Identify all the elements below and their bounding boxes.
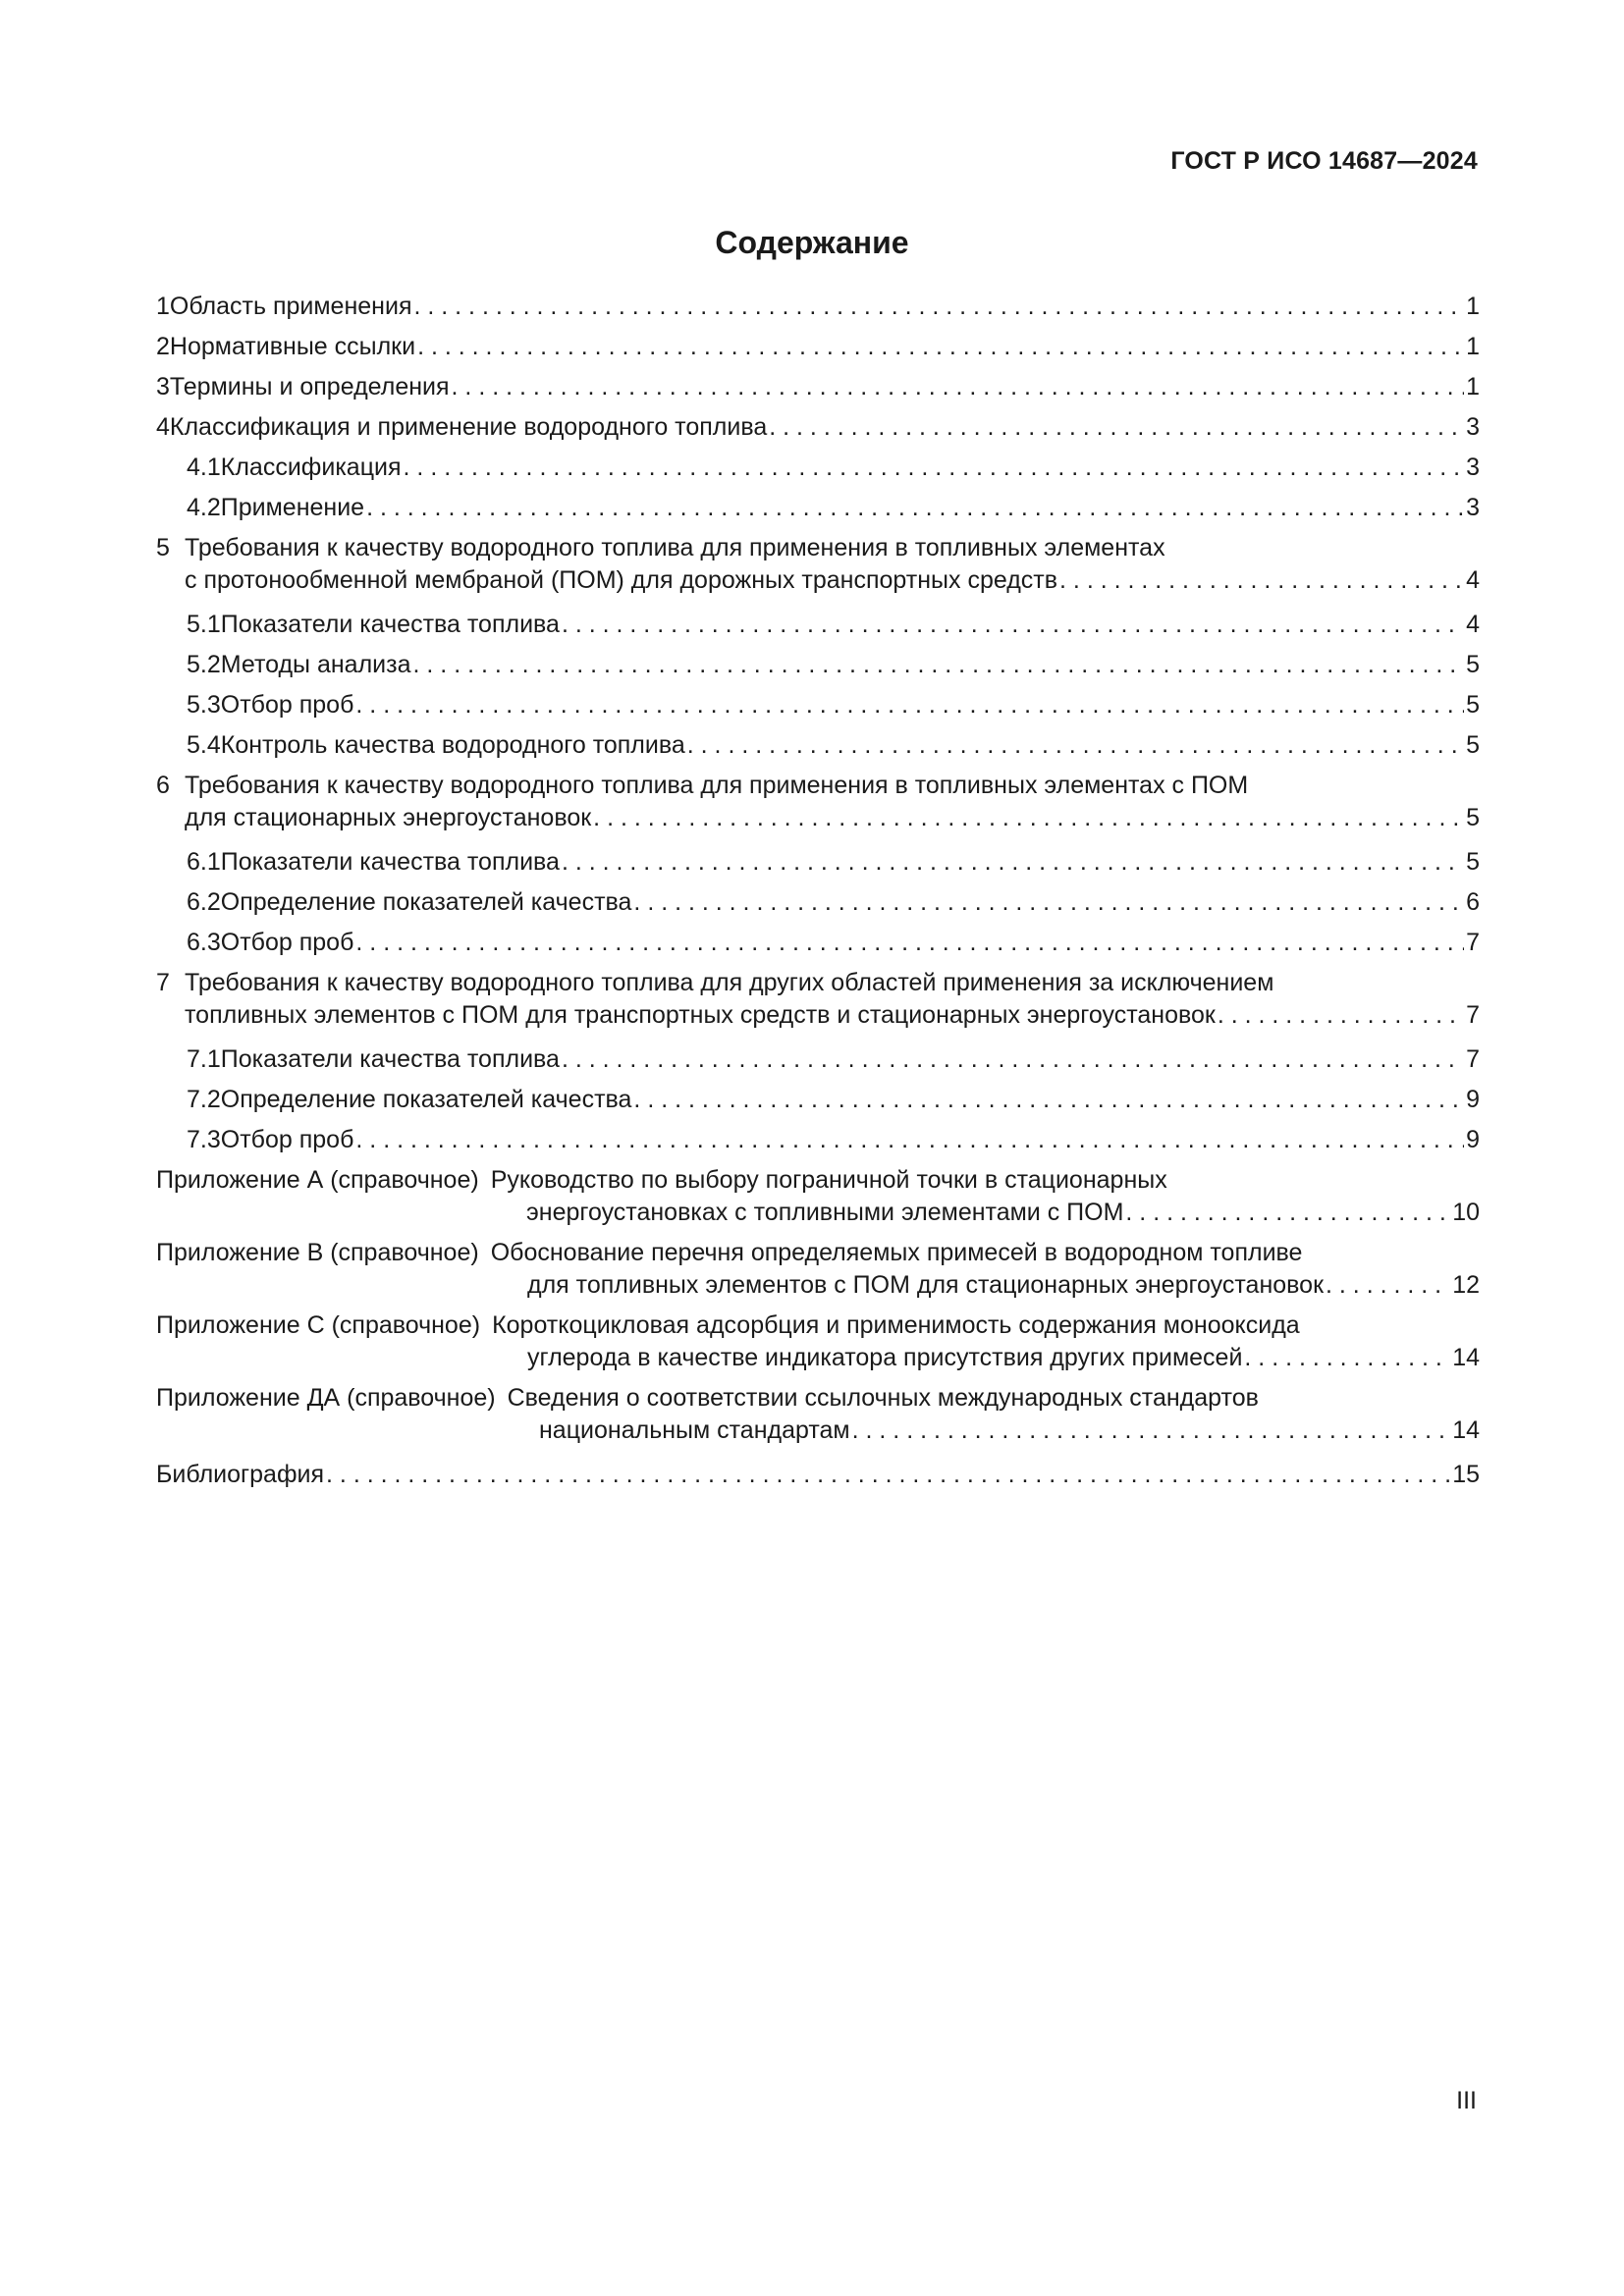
toc-page-number: 7: [1466, 1045, 1480, 1073]
toc-entry-number: 1: [156, 293, 170, 320]
toc-page-number: 12: [1452, 1271, 1480, 1299]
dot-leader: [1326, 1269, 1450, 1302]
toc-entry-number: 7.1: [187, 1045, 221, 1073]
dot-leader: [404, 448, 1465, 488]
toc-entry-title: топливных элементов с ПОМ для транспортных средств и стационарных энергоустановок: [185, 1001, 1216, 1029]
toc-entry-title: Отбор проб: [220, 929, 354, 956]
toc-page-number: 4: [1466, 611, 1480, 638]
dot-leader: [413, 645, 1465, 685]
dot-leader: [769, 407, 1464, 448]
toc-entry-number: 7: [156, 969, 170, 996]
toc-entry[interactable]: [156, 532, 1480, 597]
toc-page-number: 14: [1452, 1416, 1480, 1444]
toc-entry-number: 2: [156, 333, 170, 360]
toc-entry[interactable]: [156, 448, 1480, 488]
toc-appendix-label: Приложение ДА (справочное): [156, 1384, 496, 1412]
dot-leader: [366, 488, 1464, 528]
dot-leader: [562, 842, 1464, 882]
toc-entry[interactable]: [156, 1120, 1480, 1160]
dot-leader: [355, 1120, 1464, 1160]
dot-leader: [1059, 564, 1464, 597]
toc-entry-title: с протонообменной мембраной (ПОМ) для дорожных транспортных средств: [185, 566, 1058, 594]
toc-entry-title: Применение: [220, 494, 365, 521]
dot-leader: [413, 287, 1464, 327]
toc-page-number: 5: [1466, 691, 1480, 719]
toc-entry[interactable]: [156, 645, 1480, 685]
toc-entry[interactable]: [156, 842, 1480, 882]
toc-entry-title: Нормативные ссылки: [169, 333, 416, 360]
toc-entry[interactable]: [156, 1080, 1480, 1120]
toc-entry-title: Короткоцикловая адсорбция и применимость содержания монооксида: [492, 1311, 1300, 1339]
toc-entry-number: 5.4: [187, 731, 221, 759]
toc-page-number: 5: [1466, 731, 1480, 759]
toc-entry[interactable]: [156, 1455, 1480, 1495]
toc-entry[interactable]: [156, 923, 1480, 963]
toc-entry-number: 7.3: [187, 1126, 221, 1153]
toc-page-number: 14: [1452, 1344, 1480, 1371]
toc-page-number: 3: [1466, 454, 1480, 481]
toc-entry-title: Руководство по выбору пограничной точки в стационарных: [490, 1166, 1167, 1194]
toc-entry-title: энергоустановках с топливными элементами с ПОМ: [526, 1199, 1124, 1226]
toc-page-number: 15: [1452, 1461, 1480, 1488]
toc-entry-number: 5.1: [187, 611, 221, 638]
toc-entry-title: Отбор проб: [220, 691, 354, 719]
dot-leader: [355, 923, 1464, 963]
toc-appendix-label: Приложение А (справочное): [156, 1166, 479, 1194]
toc-entry-number: 4.2: [187, 494, 221, 521]
toc-page-number: 6: [1466, 888, 1480, 916]
toc-entry-number: 5.2: [187, 651, 221, 678]
toc-page-number: 3: [1466, 494, 1480, 521]
toc-entry-number: 6.2: [187, 888, 221, 916]
dot-leader: [852, 1415, 1451, 1447]
toc-page-number: 7: [1466, 1001, 1480, 1029]
dot-leader: [687, 725, 1464, 766]
toc-page-number: 5: [1466, 848, 1480, 876]
toc-entry[interactable]: [156, 685, 1480, 725]
toc-entry-title: Термины и определения: [169, 373, 450, 400]
toc-entry-title: Классификация и применение водородного топлива: [169, 413, 768, 441]
dot-leader: [1244, 1342, 1450, 1374]
toc-entry[interactable]: [156, 605, 1480, 645]
toc-entry[interactable]: [156, 327, 1480, 367]
toc-entry[interactable]: [156, 1382, 1480, 1447]
toc-page-number: 9: [1466, 1086, 1480, 1113]
dot-leader: [633, 882, 1464, 923]
toc-entry-number: 6.1: [187, 848, 221, 876]
dot-leader: [562, 1040, 1464, 1080]
toc-entry-title: Определение показателей качества: [220, 888, 632, 916]
toc-entry[interactable]: [156, 1040, 1480, 1080]
dot-leader: [355, 685, 1464, 725]
toc-entry-title: Требования к качеству водородного топлива для применения в топливных элементах с ПОМ: [185, 772, 1249, 799]
toc-entry-number: 4: [156, 413, 170, 441]
toc-entry-title: Сведения о соответствии ссылочных международных стандартов: [507, 1384, 1259, 1412]
toc-entry[interactable]: [156, 967, 1480, 1032]
toc-entry-number: 7.2: [187, 1086, 221, 1113]
toc-entry-title: Классификация: [220, 454, 402, 481]
toc-entry[interactable]: [156, 407, 1480, 448]
toc-entry-title: национальным стандартам: [539, 1416, 850, 1444]
toc-appendix-label: Приложение В (справочное): [156, 1239, 479, 1266]
toc-page-number: 9: [1466, 1126, 1480, 1153]
toc-page-number: 1: [1466, 333, 1480, 360]
toc-entry-title: Показатели качества топлива: [220, 611, 560, 638]
dot-leader: [593, 802, 1464, 834]
toc-page-number: 1: [1466, 293, 1480, 320]
dot-leader: [1218, 999, 1464, 1032]
toc-entry-title: Методы анализа: [220, 651, 411, 678]
dot-leader: [452, 367, 1465, 407]
toc-entry-number: 5: [156, 534, 170, 561]
toc-entry-title: Требования к качеству водородного топлива для применения в топливных элементах: [185, 534, 1165, 561]
toc-entry-title: для топливных элементов с ПОМ для стационарных энергоустановок: [527, 1271, 1325, 1299]
toc-entry-title: Обоснование перечня определяемых примесей в водородном топливе: [490, 1239, 1303, 1266]
dot-leader: [562, 605, 1464, 645]
toc-entry-number: 6.3: [187, 929, 221, 956]
dot-leader: [1125, 1197, 1450, 1229]
table-of-contents: [156, 287, 1480, 1495]
toc-entry-title: углерода в качестве индикатора присутствия других примесей: [527, 1344, 1243, 1371]
toc-entry[interactable]: [156, 1237, 1480, 1302]
toc-entry-number: 3: [156, 373, 170, 400]
toc-entry-title: Контроль качества водородного топлива: [220, 731, 685, 759]
toc-entry-number: 4.1: [187, 454, 221, 481]
toc-entry[interactable]: [156, 1309, 1480, 1374]
toc-entry[interactable]: [156, 287, 1480, 327]
toc-page-number: 1: [1466, 373, 1480, 400]
standard-code: ГОСТ Р ИСО 14687—2024: [1170, 147, 1478, 175]
toc-page-number: 7: [1466, 929, 1480, 956]
toc-page-number: 4: [1466, 566, 1480, 594]
toc-entry[interactable]: [156, 367, 1480, 407]
toc-entry[interactable]: [156, 1164, 1480, 1229]
toc-title: Содержание: [715, 225, 909, 260]
toc-entry-title: Показатели качества топлива: [220, 848, 560, 876]
toc-entry-title: Требования к качеству водородного топлива для других областей применения за исключением: [185, 969, 1274, 996]
dot-leader: [633, 1080, 1464, 1120]
toc-entry[interactable]: [156, 725, 1480, 766]
toc-page-number: 5: [1466, 651, 1480, 678]
toc-entry-number: 5.3: [187, 691, 221, 719]
toc-entry[interactable]: [156, 488, 1480, 528]
dot-leader: [417, 327, 1464, 367]
toc-page-number: 3: [1466, 413, 1480, 441]
toc-entry-title: Определение показателей качества: [220, 1086, 632, 1113]
toc-entry-number: 6: [156, 772, 170, 799]
toc-entry[interactable]: [156, 882, 1480, 923]
dot-leader: [326, 1455, 1450, 1495]
toc-entry-title: для стационарных энергоустановок: [185, 804, 592, 831]
toc-entry-title: Область применения: [169, 293, 412, 320]
toc-appendix-label: Приложение С (справочное): [156, 1311, 481, 1339]
toc-entry-title: Библиография: [156, 1461, 325, 1488]
toc-entry-title: Показатели качества топлива: [220, 1045, 560, 1073]
page-number: III: [1456, 2087, 1477, 2114]
toc-page-number: 5: [1466, 804, 1480, 831]
toc-entry[interactable]: [156, 770, 1480, 834]
toc-page-number: 10: [1452, 1199, 1480, 1226]
toc-entry-title: Отбор проб: [220, 1126, 354, 1153]
